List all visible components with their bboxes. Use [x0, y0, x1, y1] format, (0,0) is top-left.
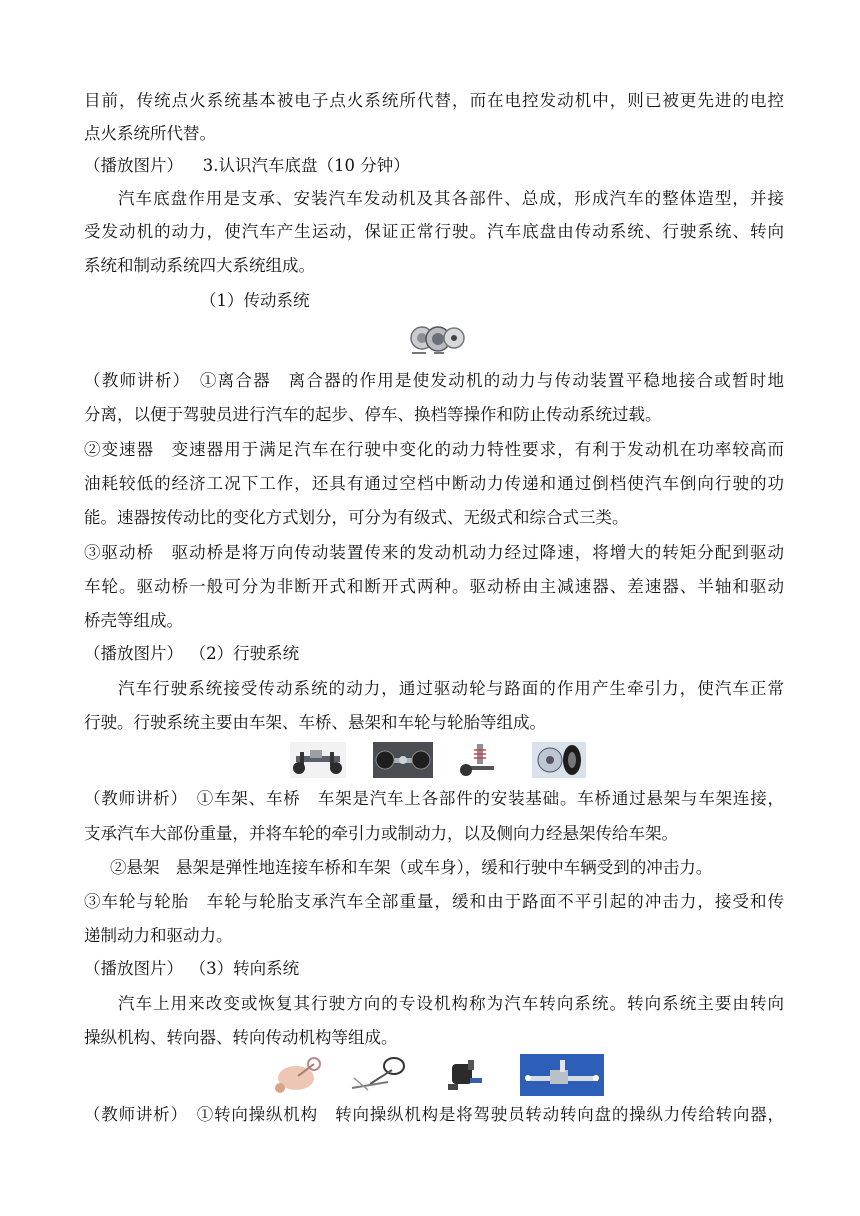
paragraph-line: 车轮。驱动桥一般可分为非断开式和断开式两种。驱动桥由主减速器、差速器、半轴和驱动	[84, 577, 784, 596]
paragraph-line: 系统和制动系统四大系统组成。	[84, 256, 315, 275]
clutch-image	[408, 323, 468, 357]
subsection-heading: （3）转向系统	[189, 959, 300, 978]
suspension-image	[458, 742, 502, 778]
section-heading: 3.认识汽车底盘（10 分钟）	[202, 156, 410, 175]
paragraph-line: 点火系统所代替。	[84, 124, 216, 143]
paragraph-line: （教师讲析） ①离合器 离合器的作用是使发动机的动力与传动装置平稳地接合或暂时地	[84, 371, 784, 390]
paragraph-line: 受发动机的动力，使汽车产生运动，保证正常行驶。汽车底盘由传动系统、行驶系统、转向	[84, 222, 784, 241]
steering-gear-image	[440, 1054, 486, 1096]
paragraph-line: ③驱动桥 驱动桥是将万向传动装置传来的发动机动力经过降速，将增大的转矩分配到驱动	[84, 543, 784, 562]
paragraph-line: ②悬架 悬架是弹性地连接车桥和车架（或车身），缓和行驶中车辆受到的冲击力。	[110, 858, 713, 877]
paragraph-line: 汽车上用来改变或恢复其行驶方向的专设机构称为汽车转向系统。转向系统主要由转向	[118, 994, 784, 1013]
steering-control-image	[270, 1054, 322, 1096]
paragraph-line: 汽车行驶系统接受传动系统的动力，通过驱动轮与路面的作用产生牵引力，使汽车正常	[118, 679, 784, 698]
play-image-label	[84, 958, 784, 980]
paragraph-line: 目前，传统点火系统基本被电子点火系统所代替，而在电控发动机中，则已被更先进的电控	[84, 91, 784, 110]
paragraph-line: （教师讲析） ①转向操纵机构 转向操纵机构是将驾驶员转动转向盘的操纵力传给转向器，	[84, 1105, 784, 1124]
paragraph-line: 行驶。行驶系统主要由车架、车桥、悬架和车轮与轮胎等组成。	[84, 713, 546, 732]
rack-pinion-image	[520, 1054, 604, 1096]
paragraph-line: 操纵机构、转向器、转向传动机构等组成。	[84, 1028, 398, 1047]
wheel-tire-image	[532, 742, 586, 778]
steering-linkage-image	[348, 1054, 410, 1096]
paragraph-line: 能。速器按传动比的变化方式划分，可分为有级式、无级式和综合式三类。	[84, 508, 629, 527]
paragraph-line: ②变速器 变速器用于满足汽车在行驶中变化的动力特性要求，有利于发动机在功率较高而	[84, 440, 784, 459]
paragraph-line: 递制动力和驱动力。	[84, 926, 233, 945]
paragraph-line: 支承汽车大部份重量，并将车轮的牵引力或制动力，以及侧向力经悬架传给车架。	[84, 824, 678, 843]
play-image-text: （播放图片）	[84, 959, 183, 978]
subsection-heading: （2）行驶系统	[189, 644, 300, 663]
paragraph-line: 桥壳等组成。	[84, 611, 183, 630]
play-image-text: （播放图片）	[84, 156, 183, 175]
frame-image	[290, 742, 346, 778]
paragraph-line: 汽车底盘作用是支承、安装汽车发动机及其各部件、总成，形成汽车的整体造型，并接	[118, 189, 784, 208]
subsection-heading: （1）传动系统	[200, 291, 310, 310]
paragraph-line: ③车轮与轮胎 车轮与轮胎支承汽车全部重量，缓和由于路面不平引起的冲击力，接受和传	[84, 892, 784, 911]
paragraph-line: 分离，以便于驾驶员进行汽车的起步、停车、换档等操作和防止传动系统过载。	[84, 405, 662, 424]
paragraph-line: （教师讲析） ①车架、车桥 车架是汽车上各部件的安装基础。车桥通过悬架与车架连接，	[84, 789, 784, 808]
play-image-text: （播放图片）	[84, 644, 183, 663]
play-image-label	[84, 643, 784, 665]
paragraph-line: 油耗较低的经济工况下工作，还具有通过空档中断动力传递和通过倒档使汽车倒向行驶的功	[84, 474, 784, 493]
play-image-label	[84, 155, 784, 177]
axle-image	[373, 742, 433, 778]
